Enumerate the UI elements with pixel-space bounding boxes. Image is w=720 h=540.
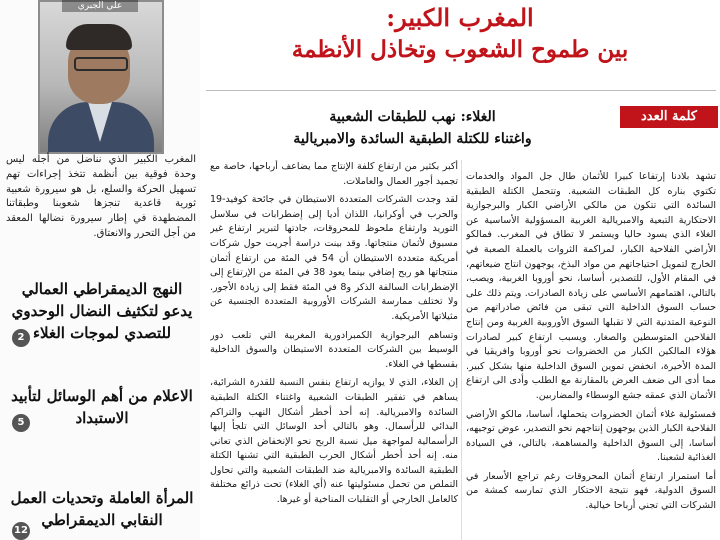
- photo-caption: المغرب الكبير الذي نناضل من أجله ليس وحدة فوقية بين أنظمة تتخذ إجراءات تهم تسهيل الحركة والسلع، بل هو سيرورة شعبية ثورية قاعدية تنجزها شعوبنا وطبقاتنا المضطهدة في إطار سيرورة نضالها المعقد من أجل التحرر والانعتاق.: [6, 154, 196, 239]
- side-link-2-page-badge: 5: [12, 414, 30, 432]
- paragraph: تشهد بلادنا إرتفاعا كبيرا للأثمان طال جل المواد والخدمات تكتوي بناره كل الطبقات الشعبية. وتتحمل الكتلة الطبقية السائدة التي تتكون من مالكي الأراضي الكبار والبرجوازية الاحتكارية التبعية والامبريالية الغربية المسؤولية الأساسية عن الغلاء الذي يسود حاليا ويستمر لا تطاق في المغرب. فمالكو الأراضي الفلاحية الكبار، لمراكمة الثروات بالعملة الصعبة في الخارج لتمويل احتياجاتهم من مواد البذخ، يوجهون انتاج ضيعاتهم، في المقام الأول، للتصدير، أساسا، نحو أوروبا الغربية، ويصب، بالتالي، اهتمامهم الأساسي على زيادة الصادرات. ويتم ذلك على حساب السوق الداخلية التي تبقى من فائض صادراتهم من النوعية المتدنية التي لا تقبلها السوق الأوروبية الغربية ومن إنتاج الفلاحين المتوسطين والصغار. ويسبب ارتفاع كبير لصادرات هؤلاء المالكين الكبار من الخضروات نحو أوروبا وافريقيا في المدة الأخيرة، انخفض تموين السوق الداخلية منها بشكل كبير. مما أدى الى ضعف العرض بالمقارنة مع الطلب وأدى الى ارتفاع الأثمان الذي عمقه جشع الوسطاء والمضاربين.: [466, 171, 716, 401]
- editorial-title-line-1: الغلاء: نهب للطبقات الشعبية: [329, 109, 496, 125]
- headline-line-2: بين طموح الشعوب وتخاذل الأنظمة: [291, 36, 629, 63]
- author-photo: [38, 0, 164, 154]
- editorial-title: [210, 106, 615, 150]
- paragraph: إن الغلاء، الذي لا يوازيه ارتفاع بنفس النسبة للقدرة الشرائية، يساهم في تفقير الطبقات الشعبية واغتناء الكتلة الطبقية السائدة والامبريالية. إنه أحد أخطر أشكال النهب والتراكم البدائي للرأسمال. وهو بالتالي أحد الوسائل التي تلجأ إليها الرأسمالية لمواجهة ميل نسبة الربح نحو الإنخفاض الذي تعاني منه. إنه أحد أخطر أشكال الحرب الطبقية التي تشنها الكتلة الطبقية السائدة والامبريالية ضد الطبقات الشعبية والتي تحاول التملص من تحمل مسئوليتها عنه (أي الغلاء) تحت ذرائع مختلفة كالعامل الخارجي أو التقلبات المناخية أو غيرها.: [210, 377, 458, 506]
- paragraph: أكبر بكثير من ارتفاع كلفة الإنتاج مما يضاعف أرباحها، خاصة مع تجميد أجور العمال والعاملات.: [210, 161, 458, 187]
- side-link-1-title: النهج الديمقراطي العمالي يدعو لتكثيف النضال الوحدوي للتصدي لموجات الغلاء: [11, 280, 193, 342]
- main-headline: [205, 2, 715, 66]
- paragraph: لقد وجدت الشركات المتعددة الاستيطان في جائحة كوفيد-19 والحرب في أوكرانيا، اللذان أديا إلى إضطرابات في سلاسل التوريد وارتفاع ملحوظ للمحروقات، جادتها لتبرير ارتفاع غير مسبوق لأثمان منتجاتها. وقد بينت دراسة أجريت حول شركات أمريكية متعددة الاستيطان أن 54 في المئة من ارتفاع أثمان منتجاتها هو ربح إضافي بينما يعود 38 في المئة من الإرتفاع إلى الإضطرابات السالفة الذكر و8 في المئة فقط إلى زيادة الأجور. ولا تختلف ممارسة الشركات الأوروبية المتعددة الجنسية عن مثيلاتها الأمريكية.: [210, 194, 458, 322]
- paragraph: وتساهم البرجوازية الكمبرادورية المغربية التي تلعب دور الوسيط بين الشركات المتعددة الاستيطان والسوق الداخلية بقسطها في الغلاء.: [210, 329, 458, 370]
- side-link-1[interactable]: [6, 278, 198, 344]
- side-link-3-page-badge: 12: [12, 522, 30, 540]
- editorial-column-right: [466, 170, 716, 540]
- editorial-badge: كلمة العدد: [620, 106, 718, 128]
- side-link-1-page-badge: 2: [12, 329, 30, 347]
- editorial-title-line-2: واغتناء للكتلة الطبقية السائدة والامبريالية: [293, 131, 532, 147]
- side-link-2-title: الاعلام من أهم الوسائل لتأبيد الاستبداد: [11, 387, 193, 427]
- column-separator: [461, 160, 462, 540]
- paragraph: أما استمرار ارتفاع أثمان المحروقات رغم تراجع الأسعار في السوق الدولية، فهو نتيجة الاحتكار الذي تمارسه كمشة من الشركات التي تجني أرباحا خيالية.: [466, 470, 716, 512]
- side-link-3-title: المرأة العاملة وتحديات العمل النقابي الديمقراطي: [10, 489, 194, 529]
- side-link-2[interactable]: [6, 385, 198, 429]
- paragraph: فمسئولية غلاء أثمان الخضروات يتحملها، أساسا، مالكو الأراضي الفلاحية الكبار الذين يوجهون إنتاجهم نحو التصدير، عوض توجيهه، أساسا، إلى السوق الداخلية والمساهمة، بالتالي، في السيادة الغذائية لشعبنا.: [466, 408, 716, 464]
- author-name: علي الجبري: [62, 0, 138, 12]
- side-link-3[interactable]: [6, 487, 198, 531]
- headline-line-1: المغرب الكبير:: [386, 3, 534, 32]
- editorial-column-middle: [210, 160, 458, 540]
- left-column: [0, 0, 200, 540]
- headline-divider: [206, 90, 716, 91]
